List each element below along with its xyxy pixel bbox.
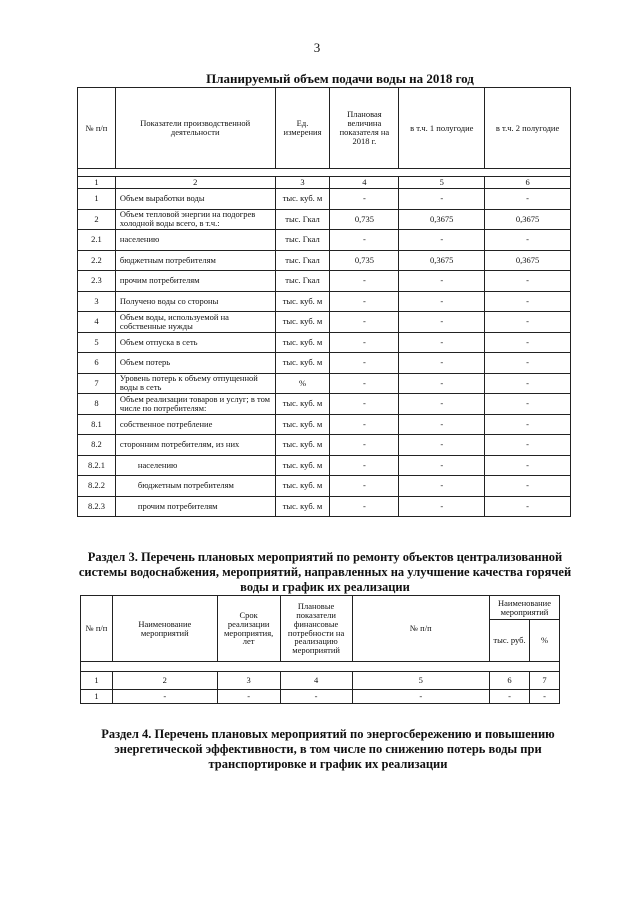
col-number: 6 — [490, 672, 530, 690]
col-number: 1 — [78, 177, 116, 189]
repair-measures-table — [80, 595, 560, 704]
row-unit: тыс. куб. м — [275, 496, 330, 517]
row-half1: - — [399, 373, 485, 394]
row-half2: - — [485, 476, 571, 497]
row-half2: - — [485, 291, 571, 312]
row-half2: - — [485, 332, 571, 353]
table-row — [78, 455, 571, 476]
row-num: 8.1 — [78, 414, 116, 435]
row-half2: - — [485, 414, 571, 435]
row-num: 3 — [78, 291, 116, 312]
s3-header-rub: тыс. руб. — [490, 620, 530, 662]
row-plan: 0,735 — [330, 209, 399, 230]
row-half1: - — [399, 312, 485, 333]
row-half2: - — [485, 373, 571, 394]
col-number: 2 — [115, 177, 275, 189]
row-half2: - — [485, 353, 571, 374]
col-number: 6 — [485, 177, 571, 189]
row-half2: - — [485, 435, 571, 456]
row-half1: - — [399, 230, 485, 251]
table-row — [78, 353, 571, 374]
row-plan: - — [330, 332, 399, 353]
row-plan: - — [330, 496, 399, 517]
table1-title: Планируемый объем подачи воды на 2018 год — [206, 71, 474, 86]
row-unit: тыс. куб. м — [275, 455, 330, 476]
table-row — [78, 230, 571, 251]
row-plan: - — [330, 476, 399, 497]
row-half2: - — [485, 230, 571, 251]
header-half2: в т.ч. 2 полугодие — [485, 88, 571, 169]
row-unit: тыс. куб. м — [275, 353, 330, 374]
row-half2: - — [485, 271, 571, 292]
row-half1: - — [399, 455, 485, 476]
row-unit: % — [275, 373, 330, 394]
row-num: 8 — [78, 394, 116, 415]
row-num: 8.2 — [78, 435, 116, 456]
section3-title: Раздел 3. Перечень плановых мероприятий по ремонту объектов централизованной системы водоснабжения, мероприятий, направленных на улучшение качества горячей воды и график их реализации — [78, 550, 572, 594]
row-num: 8.2.2 — [78, 476, 116, 497]
s3-row-plan: - — [280, 690, 352, 704]
row-half1: - — [399, 271, 485, 292]
row-label: Объем отпуска в сеть — [115, 332, 275, 353]
table-row — [78, 250, 571, 271]
s3-row-pct: - — [529, 690, 559, 704]
col-number: 2 — [112, 672, 217, 690]
table-row — [78, 189, 571, 210]
s3-header-plan: Плановые показатели финансовые потребности на реализацию мероприятий — [280, 596, 352, 662]
row-half1: - — [399, 332, 485, 353]
header-half1: в т.ч. 1 полугодие — [399, 88, 485, 169]
row-num: 8.2.3 — [78, 496, 116, 517]
row-half1: - — [399, 496, 485, 517]
row-half2: - — [485, 312, 571, 333]
row-unit: тыс. куб. м — [275, 476, 330, 497]
row-label: бюджетным потребителям — [115, 250, 275, 271]
row-unit: тыс. куб. м — [275, 414, 330, 435]
water-supply-table — [77, 87, 571, 517]
s3-column-number-row — [81, 672, 560, 690]
row-unit: тыс. куб. м — [275, 189, 330, 210]
row-num: 1 — [78, 189, 116, 210]
row-unit: тыс. куб. м — [275, 332, 330, 353]
col-number: 3 — [217, 672, 280, 690]
row-half1: - — [399, 189, 485, 210]
row-plan: - — [330, 373, 399, 394]
table-row — [78, 435, 571, 456]
row-half2: - — [485, 189, 571, 210]
row-label: собственное потребление — [115, 414, 275, 435]
table-row — [78, 373, 571, 394]
row-plan: - — [330, 312, 399, 333]
row-unit: тыс. Гкал — [275, 250, 330, 271]
row-label: Уровень потерь к объему отпущенной воды в сеть — [115, 373, 275, 394]
row-half1: - — [399, 414, 485, 435]
table-row — [78, 394, 571, 415]
row-plan: - — [330, 414, 399, 435]
row-plan: - — [330, 394, 399, 415]
row-half1: - — [399, 353, 485, 374]
row-label: Объем тепловой энергии на подогрев холодной воды всего, в т.ч.: — [115, 209, 275, 230]
row-plan: - — [330, 435, 399, 456]
s3-header-name2: Наименование мероприятий — [490, 596, 560, 620]
s3-header-num: № п/п — [81, 596, 113, 662]
s3-row-term: - — [217, 690, 280, 704]
row-half2: 0,3675 — [485, 209, 571, 230]
col-number: 1 — [81, 672, 113, 690]
col-number: 5 — [352, 672, 489, 690]
row-half2: - — [485, 455, 571, 476]
s3-row-num2: - — [352, 690, 489, 704]
row-unit: тыс. Гкал — [275, 271, 330, 292]
row-num: 4 — [78, 312, 116, 333]
row-num: 7 — [78, 373, 116, 394]
section4-title: Раздел 4. Перечень плановых мероприятий по энергосбережению и повышению энергетической эффективности, в том числе по снижению потерь воды при транспортировке и график их реализации — [101, 727, 555, 771]
s3-row-rub: - — [490, 690, 530, 704]
row-plan: - — [330, 353, 399, 374]
row-num: 2.3 — [78, 271, 116, 292]
s3-header-term: Срок реализации мероприятия, лет — [217, 596, 280, 662]
page-number: 3 — [313, 40, 321, 55]
row-plan: - — [330, 271, 399, 292]
row-half1: 0,3675 — [399, 209, 485, 230]
row-unit: тыс. Гкал — [275, 209, 330, 230]
header-unit: Ед. измерения — [275, 88, 330, 169]
header-num: № п/п — [78, 88, 116, 169]
row-label: прочим потребителям — [115, 496, 275, 517]
row-num: 2.2 — [78, 250, 116, 271]
row-half1: - — [399, 435, 485, 456]
row-unit: тыс. куб. м — [275, 394, 330, 415]
row-num: 2 — [78, 209, 116, 230]
table-row — [78, 271, 571, 292]
table-row — [81, 690, 560, 704]
row-half2: - — [485, 394, 571, 415]
s3-row-name: - — [112, 690, 217, 704]
s3-header-num2: № п/п — [352, 596, 489, 662]
row-plan: - — [330, 291, 399, 312]
col-number: 7 — [529, 672, 559, 690]
row-plan: - — [330, 230, 399, 251]
row-unit: тыс. куб. м — [275, 435, 330, 456]
row-num: 2.1 — [78, 230, 116, 251]
row-label: Получено воды со стороны — [115, 291, 275, 312]
row-label: Объем реализации товаров и услуг; в том числе по потребителям: — [115, 394, 275, 415]
table-row — [78, 496, 571, 517]
s3-row-num: 1 — [81, 690, 113, 704]
row-unit: тыс. куб. м — [275, 312, 330, 333]
row-label: населению — [115, 230, 275, 251]
column-number-row — [78, 177, 571, 189]
row-num: 8.2.1 — [78, 455, 116, 476]
row-label: Объем потерь — [115, 353, 275, 374]
header-plan: Плановая величина показателя на 2018 г. — [330, 88, 399, 169]
row-plan: 0,735 — [330, 250, 399, 271]
row-label: прочим потребителям — [115, 271, 275, 292]
table-row — [78, 414, 571, 435]
row-label: Объем выработки воды — [115, 189, 275, 210]
row-plan: - — [330, 455, 399, 476]
header-indicator: Показатели производственной деятельности — [115, 88, 275, 169]
row-unit: тыс. куб. м — [275, 291, 330, 312]
row-num: 6 — [78, 353, 116, 374]
row-half1: 0,3675 — [399, 250, 485, 271]
table-row — [78, 312, 571, 333]
row-unit: тыс. Гкал — [275, 230, 330, 251]
row-half2: - — [485, 496, 571, 517]
row-plan: - — [330, 189, 399, 210]
col-number: 5 — [399, 177, 485, 189]
s3-header-name: Наименование мероприятий — [112, 596, 217, 662]
table-row — [78, 291, 571, 312]
table-row — [78, 209, 571, 230]
row-label: Объем воды, используемой на собственные нужды — [115, 312, 275, 333]
table1-body — [78, 189, 571, 517]
row-label: бюджетным потребителям — [115, 476, 275, 497]
row-half2: 0,3675 — [485, 250, 571, 271]
row-num: 5 — [78, 332, 116, 353]
row-half1: - — [399, 291, 485, 312]
row-half1: - — [399, 394, 485, 415]
row-label: сторонним потребителям, из них — [115, 435, 275, 456]
col-number: 4 — [280, 672, 352, 690]
col-number: 3 — [275, 177, 330, 189]
row-label: населению — [115, 455, 275, 476]
s3-header-pct: % — [529, 620, 559, 662]
table-row — [78, 332, 571, 353]
table-row — [78, 476, 571, 497]
row-half1: - — [399, 476, 485, 497]
col-number: 4 — [330, 177, 399, 189]
